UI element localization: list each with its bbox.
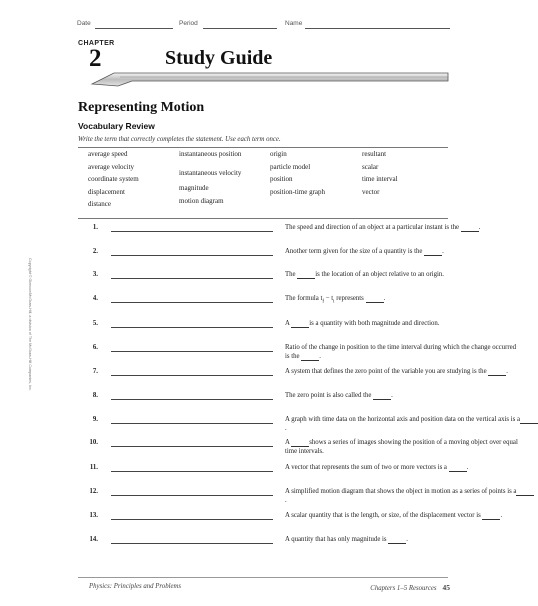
answer-blank[interactable] <box>111 375 273 376</box>
answer-blank[interactable] <box>111 519 273 520</box>
instructions: Write the term that correctly completes the statement. Use each term once. <box>78 136 281 143</box>
term: average speed <box>88 150 128 158</box>
inline-blank <box>520 416 538 424</box>
name-label: Name <box>285 20 303 27</box>
inline-blank <box>482 512 500 520</box>
answer-blank[interactable] <box>111 327 273 328</box>
term: displacement <box>88 187 125 196</box>
term: particle model <box>270 162 311 171</box>
term: magnitude <box>179 184 209 192</box>
inline-blank <box>297 271 315 279</box>
footer-page-info <box>370 583 450 592</box>
chapter-label: CHAPTER <box>78 40 115 47</box>
term: position <box>270 175 293 183</box>
inline-blank <box>488 368 506 376</box>
answer-blank[interactable] <box>111 423 273 424</box>
inline-blank <box>291 439 309 447</box>
term: coordinate system <box>88 175 139 183</box>
term: position-time graph <box>270 187 326 196</box>
word-bank-col-2 <box>179 151 267 210</box>
answer-blank[interactable] <box>111 231 273 232</box>
inline-blank <box>424 248 442 256</box>
answer-blank[interactable] <box>111 278 273 279</box>
copyright-notice: Copyright © Glencoe/McGraw-Hill, a division of The McGraw-Hill Companies, Inc. <box>28 258 32 391</box>
term: motion diagram <box>179 196 224 205</box>
chapter-title: Study Guide <box>165 47 273 69</box>
word-bank-col-1 <box>88 151 172 214</box>
answer-blank[interactable] <box>111 495 273 496</box>
inline-blank <box>301 353 319 361</box>
date-line <box>95 28 173 29</box>
period-label: Period <box>179 20 198 27</box>
footer-resources: Chapters 1–5 Resources <box>370 585 437 592</box>
term: resultant <box>362 150 387 158</box>
word-bank-col-4 <box>362 151 442 201</box>
inline-blank <box>516 488 534 496</box>
date-label: Date <box>77 20 91 27</box>
term: scalar <box>362 162 379 171</box>
answer-blank[interactable] <box>111 255 273 256</box>
word-bank-col-3 <box>270 151 358 201</box>
term: time interval <box>362 175 398 183</box>
section-subtitle: Vocabulary Review <box>78 121 155 131</box>
answer-blank[interactable] <box>111 446 273 447</box>
page-number: 45 <box>442 583 450 592</box>
term: origin <box>270 150 287 158</box>
inline-blank <box>449 464 467 472</box>
answer-blank[interactable] <box>111 302 273 303</box>
inline-blank <box>373 392 391 400</box>
period-line <box>203 28 277 29</box>
name-date-header <box>77 20 450 32</box>
footer-book-title: Physics: Principles and Problems <box>89 583 182 590</box>
answer-blank[interactable] <box>111 543 273 544</box>
answer-blank[interactable] <box>111 471 273 472</box>
chapter-banner-bar <box>92 70 448 88</box>
chapter-number: 2 <box>89 45 102 72</box>
name-line <box>305 28 450 29</box>
section-title: Representing Motion <box>78 100 205 115</box>
term: instantaneous velocity <box>179 169 242 177</box>
inline-blank <box>461 224 479 232</box>
term: vector <box>362 187 380 196</box>
inline-blank <box>388 536 406 544</box>
term: distance <box>88 200 111 208</box>
word-bank-bottom-rule <box>78 218 448 219</box>
inline-blank <box>291 320 309 328</box>
inline-blank <box>366 295 384 303</box>
term: average velocity <box>88 162 135 171</box>
word-bank-top-rule <box>78 147 448 148</box>
answer-blank[interactable] <box>111 351 273 352</box>
footer-rule <box>78 577 448 578</box>
term: instantaneous position <box>179 150 242 158</box>
answer-blank[interactable] <box>111 399 273 400</box>
